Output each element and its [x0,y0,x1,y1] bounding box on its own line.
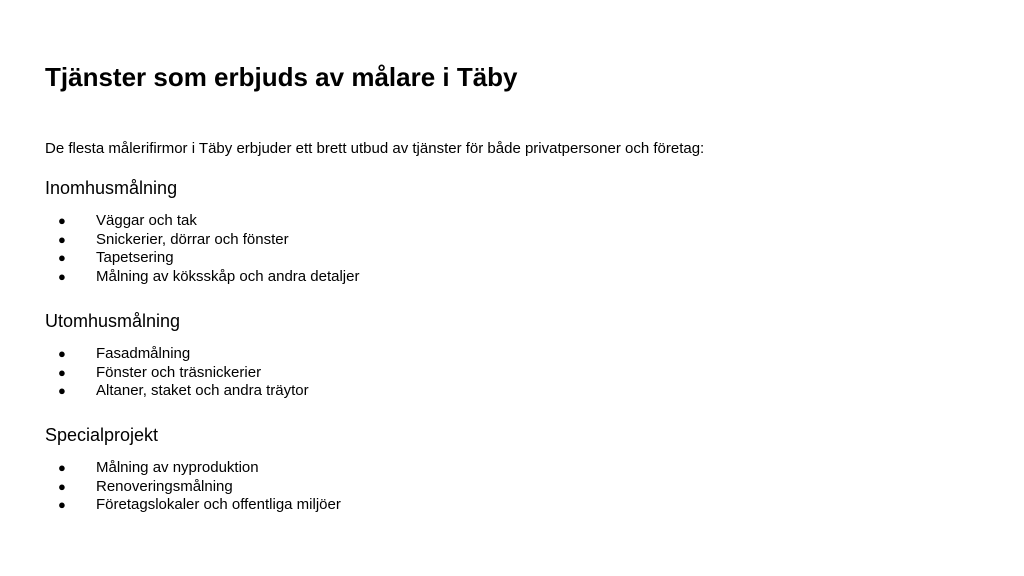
list-item [45,364,945,383]
list-item [45,268,945,287]
section-specialprojekt [45,423,945,515]
section-heading: Utomhusmålning [45,311,181,331]
bullet-icon: ● [58,497,66,513]
list-item [45,249,945,268]
bullet-icon: ● [58,231,66,247]
list-item-text: Snickerier, dörrar och fönster [96,230,289,248]
bullet-icon: ● [58,250,66,266]
list-item-text: Väggar och tak [96,212,197,229]
list-item-text: Företagslokaler och offentliga miljöer [96,496,341,514]
list-item [45,345,945,364]
bullet-list [45,345,945,401]
section-heading: Specialprojekt [45,425,159,445]
list-item-text: Renoveringsmålning [96,477,233,495]
list-item [45,231,945,250]
list-item-text: Målning av nyproduktion [96,459,259,476]
list-item [45,459,945,478]
bullet-list [45,459,945,515]
list-item [45,496,945,515]
list-item [45,382,945,401]
bullet-list [45,212,945,287]
bullet-icon: ● [58,213,66,228]
section-inomhusmalning [45,176,945,287]
list-item-text: Målning av köksskåp och andra detaljer [96,268,360,286]
list-item-text: Tapetsering [96,249,174,267]
bullet-icon: ● [58,478,66,494]
bullet-icon: ● [58,269,66,285]
intro-paragraph: De flesta målerifirmor i Täby erbjuder ett brett utbud av tjänster för både privatpersoner och företag: [45,140,705,157]
list-item-text: Fönster och träsnickerier [96,363,262,381]
list-item [45,212,945,231]
bullet-icon: ● [58,383,66,399]
section-utomhusmalning [45,309,945,401]
bullet-icon: ● [58,460,66,475]
list-item-text: Fasadmålning [96,345,191,362]
bullet-icon: ● [58,346,66,361]
page-title: Tjänster som erbjuds av målare i Täby [45,62,518,92]
bullet-icon: ● [58,364,66,380]
section-heading: Inomhusmålning [45,178,178,198]
list-item [45,478,945,497]
list-item-text: Altaner, staket och andra träytor [96,382,309,400]
